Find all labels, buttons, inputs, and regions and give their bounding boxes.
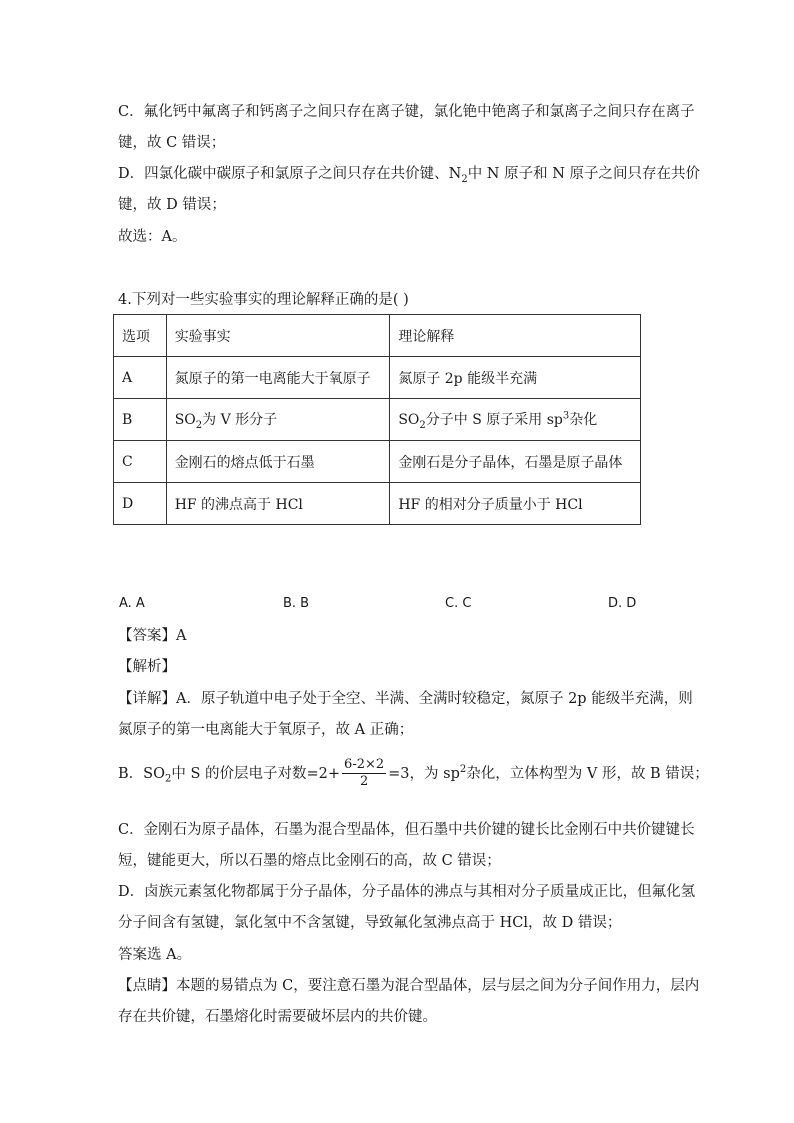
detail-c-line2: 短，键能更大，所以石墨的熔点比金刚石的高，故 C 错误； (118, 853, 501, 869)
detail-d-line2: 分子间含有氢键，氯化氢中不含氢键，导致氟化氢沸点高于 HCl，故 D 错误； (118, 915, 622, 931)
prev-d-line2: 键，故 D 错误； (118, 197, 226, 213)
prev-c-line1: C．氟化钙中氟离子和钙离子之间只存在离子键，氯化铯中铯离子和氯离子之间只存在离子 (118, 104, 695, 120)
table-header-row (114, 315, 641, 357)
table-row (114, 441, 641, 483)
table-row (114, 357, 641, 399)
option-a: A. A (119, 596, 145, 611)
analysis-label: 【解析】 (118, 659, 176, 675)
row-fact: 金刚石的熔点低于石墨 (166, 441, 390, 483)
row-option: C (114, 441, 167, 483)
table-row (114, 483, 641, 525)
row-explanation: 氮原子 2p 能级半充满 (390, 357, 641, 399)
answer-value: A (176, 628, 187, 644)
fraction: $\frac{6-2\times 2}{2}$ (344, 757, 385, 790)
detail-b-line: B．$SO_2$中 S 的价层电子对数=2+ $\frac{6-2\times 2}{2}$ =3，为 $sp^2$杂化，立体构型为 V 形，故 B 错误； (118, 757, 709, 790)
answer-label: 【答案】 (118, 628, 176, 644)
question-title: 4.下列对一些实验事实的理论解释正确的是( ) (118, 292, 409, 308)
prev-choose: 故选：A。 (118, 229, 187, 245)
row-explanation: $SO_2$分子中 S 原子采用 $sp^3$杂化 (390, 399, 641, 441)
tip-line1: 【点睛】本题的易错点为 C，要注意石墨为混合型晶体，层与层之间为分子间作用力，层内 (118, 978, 700, 994)
tip-label: 【点睛】 (118, 978, 176, 994)
option-d: D. D (608, 596, 637, 611)
table-row (114, 399, 641, 441)
row-explanation: 金刚石是分子晶体，石墨是原子晶体 (390, 441, 641, 483)
tip-line2: 存在共价键，石墨熔化时需要破坏层内的共价键。 (118, 1009, 437, 1025)
final-answer: 答案选 A。 (118, 947, 192, 963)
prev-c-line2: 键，故 C 错误； (118, 135, 226, 151)
row-option: B (114, 399, 167, 441)
row-option: A (114, 357, 167, 399)
experiment-table (113, 314, 641, 525)
row-option: D (114, 483, 167, 525)
header-option: 选项 (114, 315, 167, 357)
detail-d-line1: D．卤族元素氢化物都属于分子晶体，分子晶体的沸点与其相对分子质量成正比，但氟化氢 (118, 884, 696, 900)
detail-c-line1: C．金刚石为原子晶体，石墨为混合型晶体，但石墨中共价键的键长比金刚石中共价键键长 (118, 822, 695, 838)
detail-a-line1: 【详解】A．原子轨道中电子处于全空、半满、全满时较稳定，氮原子 2p 能级半充满，则 (118, 691, 693, 707)
row-fact: 氮原子的第一电离能大于氧原子 (166, 357, 390, 399)
option-c: C. C (445, 596, 472, 611)
row-fact: $SO_2$为 V 形分子 (166, 399, 390, 441)
detail-label: 【详解】 (118, 691, 176, 707)
row-explanation: HF 的相对分子质量小于 HCl (390, 483, 641, 525)
header-fact: 实验事实 (166, 315, 390, 357)
header-explanation: 理论解释 (390, 315, 641, 357)
row-fact: HF 的沸点高于 HCl (166, 483, 390, 525)
detail-a-line2: 氮原子的第一电离能大于氧原子，故 A 正确； (118, 722, 414, 738)
option-b: B. B (283, 596, 310, 611)
prev-d-line1: D．四氯化碳中碳原子和氯原子之间只存在共价键、$N_2$中 N 原子和 N 原子之间只存在共价 (118, 166, 700, 185)
answer-line (118, 626, 186, 646)
